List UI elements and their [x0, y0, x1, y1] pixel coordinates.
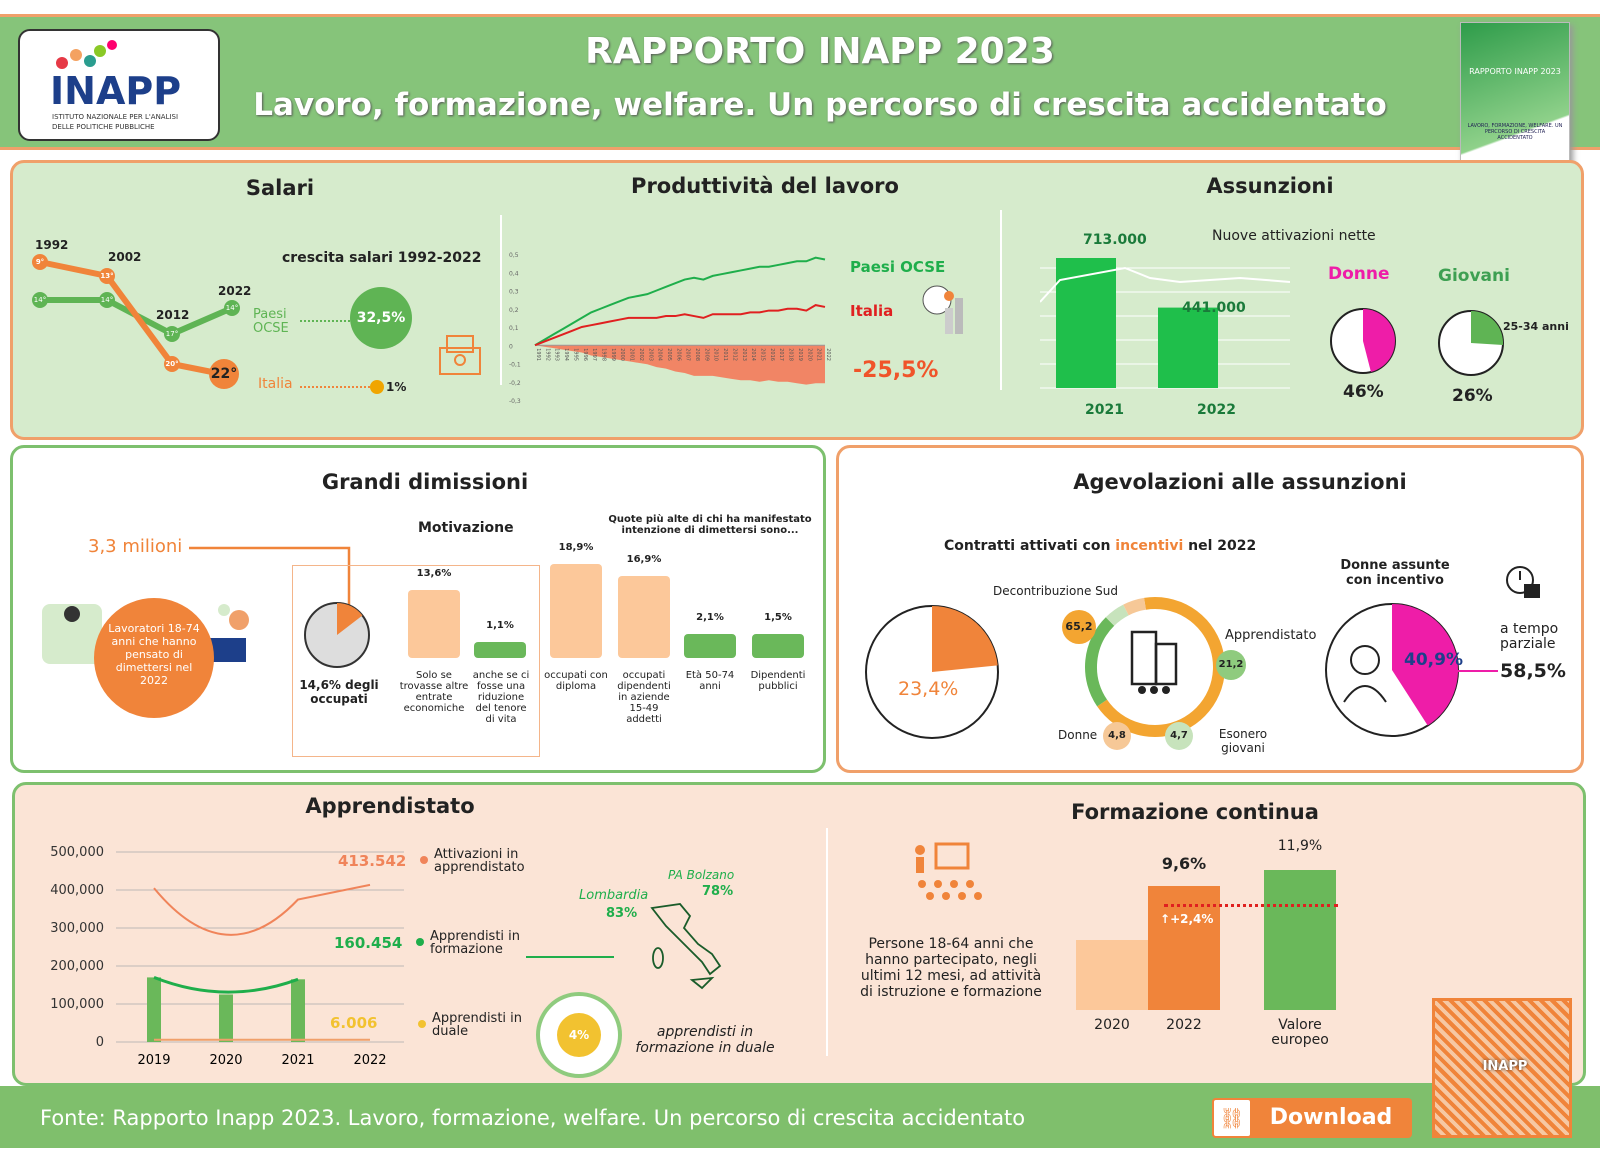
bar-label: occupati con diploma: [544, 670, 608, 692]
x-tick: 2019: [137, 1053, 171, 1068]
x-tick: 2004: [656, 348, 663, 361]
legend-value: 413.542: [338, 852, 407, 870]
bar-value: 18,9%: [558, 542, 594, 553]
leader-line: [1456, 670, 1498, 672]
giovani-range: 25-34 anni: [1503, 320, 1569, 333]
ocse-rank-dot: 14°: [32, 292, 48, 308]
x-tick: 1992: [544, 348, 551, 361]
year-label: 2012: [156, 308, 190, 322]
dimissioni-big-number: 3,3 milioni: [88, 536, 183, 557]
formazione-bar: [219, 995, 233, 1043]
y-tick: -0,2: [509, 379, 521, 387]
italia-rank-dot: 9°: [32, 254, 48, 270]
x-tick: 2009: [703, 348, 710, 361]
ocse-rank-dot: 14°: [224, 300, 240, 316]
y-tick: 400,000: [50, 883, 104, 898]
y-tick: 100,000: [50, 997, 104, 1012]
x-tick: 2003: [647, 348, 654, 361]
produttivita-title: Produttività del lavoro: [631, 174, 899, 198]
italia-line: [535, 305, 825, 345]
download-button[interactable]: [1212, 1098, 1412, 1138]
cover-title: RAPPORTO INAPP 2023: [1469, 67, 1561, 76]
x-tick: 2019: [796, 348, 803, 361]
formazione-title: Formazione continua: [1071, 800, 1319, 824]
cover-subtitle: LAVORO, FORMAZIONE, WELFARE. UN PERCORSO DI CRESCITA ACCIDENTATO: [1467, 123, 1563, 141]
year-label: 2022: [218, 284, 252, 298]
dimissioni-bar: [752, 634, 804, 658]
legend-label: Attivazioni in apprendistato: [434, 847, 525, 875]
y-tick: 0: [95, 1035, 104, 1050]
pie-slice: [1471, 311, 1503, 345]
bar-value: 13,6%: [416, 568, 452, 579]
donut-label: Donne: [1058, 728, 1098, 742]
x-tick: 1993: [553, 348, 560, 361]
prod-italia-label: Italia: [850, 302, 894, 320]
assunzioni-bar-chart: [1040, 240, 1290, 400]
assunzioni-bar: [1158, 308, 1218, 388]
donut-value: 4,8: [1103, 722, 1131, 750]
dimissioni-circle: Lavoratori 18-74 anni che hanno pensato di dimettersi nel 2022: [94, 598, 214, 718]
formazione-bar: [291, 979, 305, 1042]
x-tick: 1995: [572, 348, 579, 361]
donut-segment: [1110, 610, 1126, 621]
y-tick: 0: [509, 343, 513, 351]
bar-label: 2020: [1094, 1017, 1130, 1033]
x-tick: 2013: [740, 348, 747, 361]
woman-avatar-icon: [1340, 640, 1390, 704]
y-tick: 500,000: [50, 845, 104, 860]
duale-pct: 4%: [557, 1013, 601, 1057]
donut-value: 21,2: [1216, 650, 1246, 680]
giovani-pct: 26%: [1452, 386, 1493, 406]
logo-sub2: DELLE POLITICHE PUBBLICHE: [52, 123, 155, 131]
x-tick: 2007: [684, 348, 691, 361]
lombardia-label: Lombardia: [579, 888, 649, 903]
bar-year: 2021: [1085, 402, 1124, 418]
y-tick: 0,3: [509, 288, 519, 296]
x-tick: 1997: [591, 348, 598, 361]
stopwatch-briefcase-icon: [1504, 560, 1544, 602]
italia-rank-dot: 20°: [164, 356, 180, 372]
x-tick: 2014: [750, 348, 757, 361]
dimissioni-bar: [474, 642, 526, 658]
italy-map-icon: [640, 900, 730, 990]
donut-label: Esonero giovani: [1218, 727, 1268, 755]
bar-value: 11,9%: [1277, 838, 1323, 854]
header-banner: [0, 14, 1600, 150]
x-tick: 2020: [209, 1053, 243, 1068]
bar-value: 1,1%: [486, 620, 514, 631]
occupati-pie-chart: [302, 600, 372, 670]
produttivita-chart: [505, 250, 845, 410]
y-tick: 0,4: [509, 270, 519, 278]
training-audience-icon: [910, 840, 992, 906]
wallet-money-icon: [437, 332, 483, 378]
footer-source: Fonte: Rapporto Inapp 2023. Lavoro, formazione, welfare. Un percorso di crescita accidentato: [40, 1106, 1026, 1130]
italia-growth-value: 1%: [386, 380, 407, 394]
leader-line: [526, 956, 614, 958]
page-title: RAPPORTO INAPP 2023: [585, 31, 1055, 72]
legend-label: Apprendisti in duale: [432, 1011, 523, 1039]
bar-value: 441.000: [1182, 300, 1246, 316]
delta-label: ↑+2,4%: [1160, 912, 1214, 926]
formazione-bar: [1264, 870, 1336, 1010]
donne-incentivo-title: Donne assunte con incentivo: [1340, 558, 1450, 588]
page-subtitle: Lavoro, formazione, welfare. Un percorso di crescita accidentato: [253, 87, 1387, 123]
italia-growth-dot: [370, 380, 384, 394]
x-tick: 2022: [353, 1053, 387, 1068]
x-tick: 2022: [825, 348, 831, 361]
x-tick: 2012: [731, 348, 738, 361]
x-tick: 2016: [768, 348, 775, 361]
italia-label: Italia: [258, 376, 293, 392]
x-tick: 1991: [535, 348, 541, 361]
quote-title: Quote più alte di chi ha manifestato intenzione di dimettersi sono...: [608, 514, 812, 536]
x-tick: 2005: [665, 348, 672, 361]
divider: [1000, 210, 1002, 390]
eu-reference-line: [1164, 904, 1338, 907]
bolzano-label: PA Bolzano: [668, 868, 735, 882]
donne-pct: 46%: [1343, 382, 1384, 402]
x-tick: 2010: [712, 348, 719, 361]
x-tick: 1998: [600, 348, 607, 361]
leader-line: [300, 386, 370, 388]
bar-label: Solo se trovasse altre entrate economiche: [399, 670, 469, 714]
donut-label: Apprendistato: [1225, 628, 1317, 643]
attivazioni-line: [154, 885, 370, 935]
bar-label: Dipendenti pubblici: [750, 670, 806, 692]
link-icon: ⛓: [1212, 1098, 1252, 1138]
dimissioni-bar: [408, 590, 460, 658]
y-tick: 300,000: [50, 921, 104, 936]
bar-label: occupati dipendenti in aziende 15-49 addetti: [617, 670, 671, 725]
x-tick: 1996: [581, 348, 588, 361]
occupati-pie-label: 14,6% degli occupati: [299, 678, 379, 706]
divider: [500, 215, 502, 385]
legend-value: 160.454: [334, 934, 403, 952]
dimissioni-bar: [684, 634, 736, 658]
bar-value: 16,9%: [626, 554, 662, 565]
y-tick: 0,2: [509, 306, 519, 314]
logo-cubes-icon: [50, 39, 120, 71]
x-tick: 2021: [815, 348, 822, 361]
legend-value: 6.006: [330, 1014, 378, 1032]
part-time-label: a tempo parziale: [1500, 621, 1559, 652]
legend-dot: [420, 856, 428, 864]
dimissioni-bar: [618, 576, 670, 658]
logo-sub1: ISTITUTO NAZIONALE PER L'ANALISI: [52, 113, 179, 121]
y-tick: 200,000: [50, 959, 104, 974]
donut-segment: [1126, 604, 1145, 610]
formazione-bar: [147, 977, 161, 1042]
formazione-line: [154, 977, 298, 992]
x-tick: 2017: [778, 348, 785, 361]
ocse-rank-dot: 17°: [164, 326, 180, 342]
bar-year: 2022: [1197, 402, 1236, 418]
lombardia-pct: 83%: [606, 906, 638, 921]
legend-label: Apprendisti in formazione: [430, 929, 521, 957]
donne-label: Donne: [1328, 264, 1390, 284]
y-tick: -0,3: [509, 398, 521, 405]
formazione-bar: [1076, 940, 1148, 1010]
download-label: Download: [1269, 1105, 1393, 1130]
bar-label: Valore europeo: [1271, 1017, 1329, 1048]
donne-pie-chart: [1328, 306, 1398, 376]
y-tick: -0,1: [509, 361, 521, 369]
leader-line: [300, 320, 350, 322]
bar-value: 713.000: [1083, 232, 1147, 248]
apprendistato-title: Apprendistato: [305, 794, 475, 818]
inapp-logo[interactable]: [18, 29, 220, 141]
motivazione-title: Motivazione: [418, 520, 514, 536]
donut-label: Decontribuzione Sud: [993, 584, 1118, 598]
pie-slice: [932, 606, 998, 672]
duale-label: apprendisti in formazione in duale: [635, 1024, 775, 1056]
donne-incentivo-pct: 40,9%: [1404, 650, 1463, 670]
bar-label: 2022: [1166, 1017, 1202, 1033]
incentivi-pie-chart: [862, 602, 1002, 742]
part-time-pct: 58,5%: [1500, 660, 1566, 682]
donut-value: 4,7: [1165, 722, 1193, 750]
agevolazioni-subtitle: Contratti attivati con incentivi nel 2022: [944, 538, 1257, 554]
x-tick: 2018: [787, 348, 794, 361]
italia-rank-dot: 22°: [209, 359, 239, 389]
logo-text: INAPP: [50, 69, 182, 113]
legend-dot: [418, 1020, 426, 1028]
year-label: 2002: [108, 250, 142, 264]
dimissioni-bar: [550, 564, 602, 658]
formazione-desc: Persone 18-64 anni che hanno partecipato, negli ultimi 12 mesi, ad attività di istruzione e formazione: [860, 936, 1042, 1000]
x-tick: 2011: [722, 348, 729, 361]
x-tick: 2006: [675, 348, 682, 361]
bar-label: anche se ci fosse una riduzione del tenore di vita: [472, 670, 530, 725]
assunzioni-title: Assunzioni: [1206, 174, 1334, 198]
salari-title: Salari: [245, 176, 315, 200]
x-tick: 2015: [759, 348, 766, 361]
y-tick: 0,5: [509, 252, 519, 259]
apprendistato-chart: [44, 838, 424, 1078]
divider: [826, 828, 828, 1056]
qr-code[interactable]: [1432, 998, 1572, 1138]
x-tick: 2021: [281, 1053, 315, 1068]
italia-rank-dot: 13°: [99, 268, 115, 284]
donut-value: 65,2: [1062, 610, 1096, 644]
bar-label: Età 50-74 anni: [685, 670, 735, 692]
ocse-rank-dot: 14°: [99, 292, 115, 308]
incentivi-pct: 23,4%: [898, 678, 959, 700]
buildings-people-icon: [1118, 626, 1192, 700]
prod-gap-value: -25,5%: [853, 358, 939, 383]
legend-dot: [416, 938, 424, 946]
assunzioni-line-label: Nuove attivazioni nette: [1212, 228, 1376, 244]
productivity-worker-icon: [915, 282, 971, 338]
x-tick: 2008: [694, 348, 701, 361]
bar-value: 9,6%: [1161, 854, 1207, 873]
ocse-line: [535, 258, 825, 346]
giovani-pie-chart: [1436, 308, 1506, 378]
x-tick: 1999: [609, 348, 616, 361]
ocse-growth-badge: 32,5%: [350, 287, 412, 349]
agevolazioni-title: Agevolazioni alle assunzioni: [1073, 470, 1407, 494]
bar-value: 2,1%: [696, 612, 724, 623]
qr-label: INAPP: [1482, 1059, 1528, 1074]
giovani-label: Giovani: [1438, 266, 1510, 286]
salari-growth-label: crescita salari 1992-2022: [282, 250, 482, 266]
ocse-label: Paesi OCSE: [253, 307, 289, 336]
assunzioni-bar: [1056, 258, 1116, 388]
bolzano-pct: 78%: [702, 884, 734, 899]
x-tick: 1994: [563, 348, 570, 361]
x-tick: 2020: [806, 348, 813, 361]
prod-ocse-label: Paesi OCSE: [850, 258, 946, 276]
x-tick: 2002: [637, 348, 644, 361]
y-tick: 0,1: [509, 325, 519, 332]
x-tick: 2001: [628, 348, 635, 361]
bar-value: 1,5%: [764, 612, 792, 623]
x-tick: 2000: [619, 348, 626, 361]
year-label: 1992: [35, 238, 69, 252]
dimissioni-title: Grandi dimissioni: [321, 470, 529, 494]
